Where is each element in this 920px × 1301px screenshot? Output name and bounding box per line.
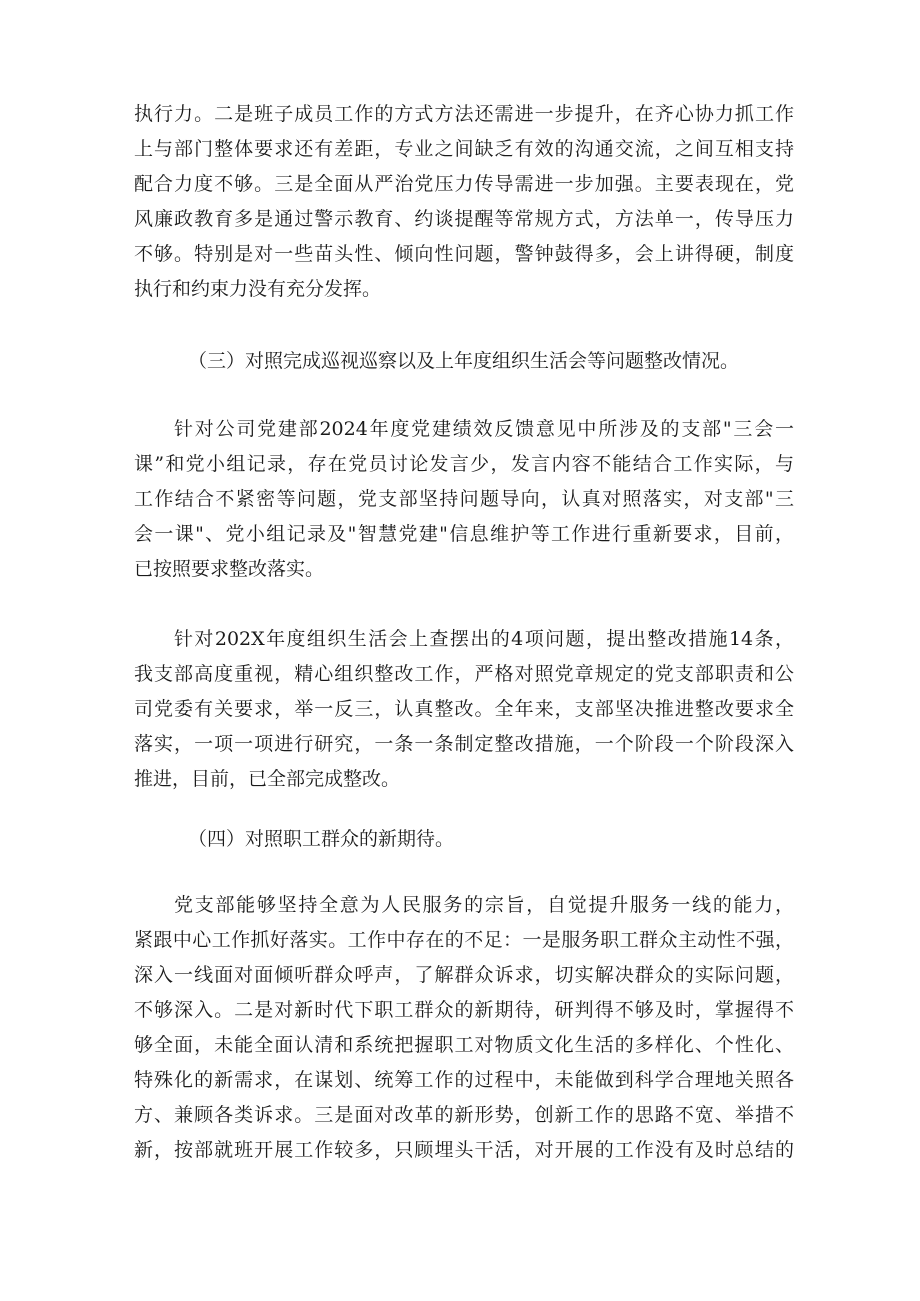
heading-text: （四）对照职工群众的新期待。: [188, 828, 455, 850]
text-line: 推进，目前，已全部完成整改。: [134, 768, 401, 790]
section-heading-4: [188, 822, 794, 857]
text-line: 会一课"、党小组记录及"智慧党建"信息维护等工作进行重新要求，目前，: [134, 523, 794, 545]
text-line: 不够深入。二是对新时代下职工群众的新期待，研判得不够及时，掌握得不: [134, 999, 794, 1021]
text-line: 方、兼顾各类诉求。三是面对改革的新形势，创新工作的思路不宽、举措不: [134, 1104, 794, 1126]
text-line: 够全面，未能全面认清和系统把握职工对物质文化生活的多样化、个性化、: [134, 1034, 794, 1056]
paragraph-leadership-shortcomings: [134, 97, 794, 307]
section-heading-3: [188, 344, 794, 379]
text-line: 特殊化的新需求，在谋划、统筹工作的过程中，未能做到科学合理地关照各: [134, 1069, 794, 1091]
text-line: 落实，一项一项进行研究，一条一条制定整改措施，一个阶段一个阶段深入: [134, 733, 794, 755]
text-line: 风廉政教育多是通过警示教育、约谈提醒等常规方式，方法单一，传导压力: [134, 208, 794, 230]
text-line: 已按照要求整改落实。: [134, 558, 325, 580]
text-line: 课”和党小组记录，存在党员讨论发言少，发言内容不能结合工作实际，与: [134, 453, 794, 475]
text-line: 工作结合不紧密等问题，党支部坚持问题导向，认真对照落实，对支部"三: [134, 488, 794, 510]
text-line: 司党委有关要求，举一反三，认真整改。全年来，支部坚决推进整改要求全: [134, 698, 794, 720]
text-line: 针对公司党建部2024年度党建绩效反馈意见中所涉及的支部"三会一: [174, 418, 794, 440]
text-line: 深入一线面对面倾听群众呼声，了解群众诉求，切实解决群众的实际问题，: [134, 964, 794, 986]
text-line: 我支部高度重视，精心组织整改工作，严格对照党章规定的党支部职责和公: [134, 663, 794, 685]
text-line: 新，按部就班开展工作较多，只顾埋头干活，对开展的工作没有及时总结的: [134, 1139, 794, 1161]
text-line: 配合力度不够。三是全面从严治党压力传导需进一步加强。主要表现在，党: [134, 173, 794, 195]
text-line: 党支部能够坚持全意为人民服务的宗旨，自觉提升服务一线的能力，: [174, 894, 794, 916]
text-line: 针对202X年度组织生活会上查摆出的4项问题，提出整改措施14条，: [174, 628, 794, 650]
heading-text: （三）对照完成巡视巡察以及上年度组织生活会等问题整改情况。: [188, 350, 740, 372]
paragraph-party-building-rectification: [134, 412, 794, 587]
text-line: 紧跟中心工作抓好落实。工作中存在的不足：一是服务职工群众主动性不强，: [134, 929, 794, 951]
text-line: 执行和约束力没有充分发挥。: [134, 278, 382, 300]
text-line: 上与部门整体要求还有差距，专业之间缺乏有效的沟通交流，之间互相支持: [134, 138, 794, 160]
paragraph-worker-expectations: [134, 888, 794, 1168]
text-line: 执行力。二是班子成员工作的方式方法还需进一步提升，在齐心协力抓工作: [134, 103, 794, 125]
text-line: 不够。特别是对一些苗头性、倾向性问题，警钟鼓得多，会上讲得硬，制度: [134, 243, 794, 265]
paragraph-life-meeting-rectification: [134, 622, 794, 797]
